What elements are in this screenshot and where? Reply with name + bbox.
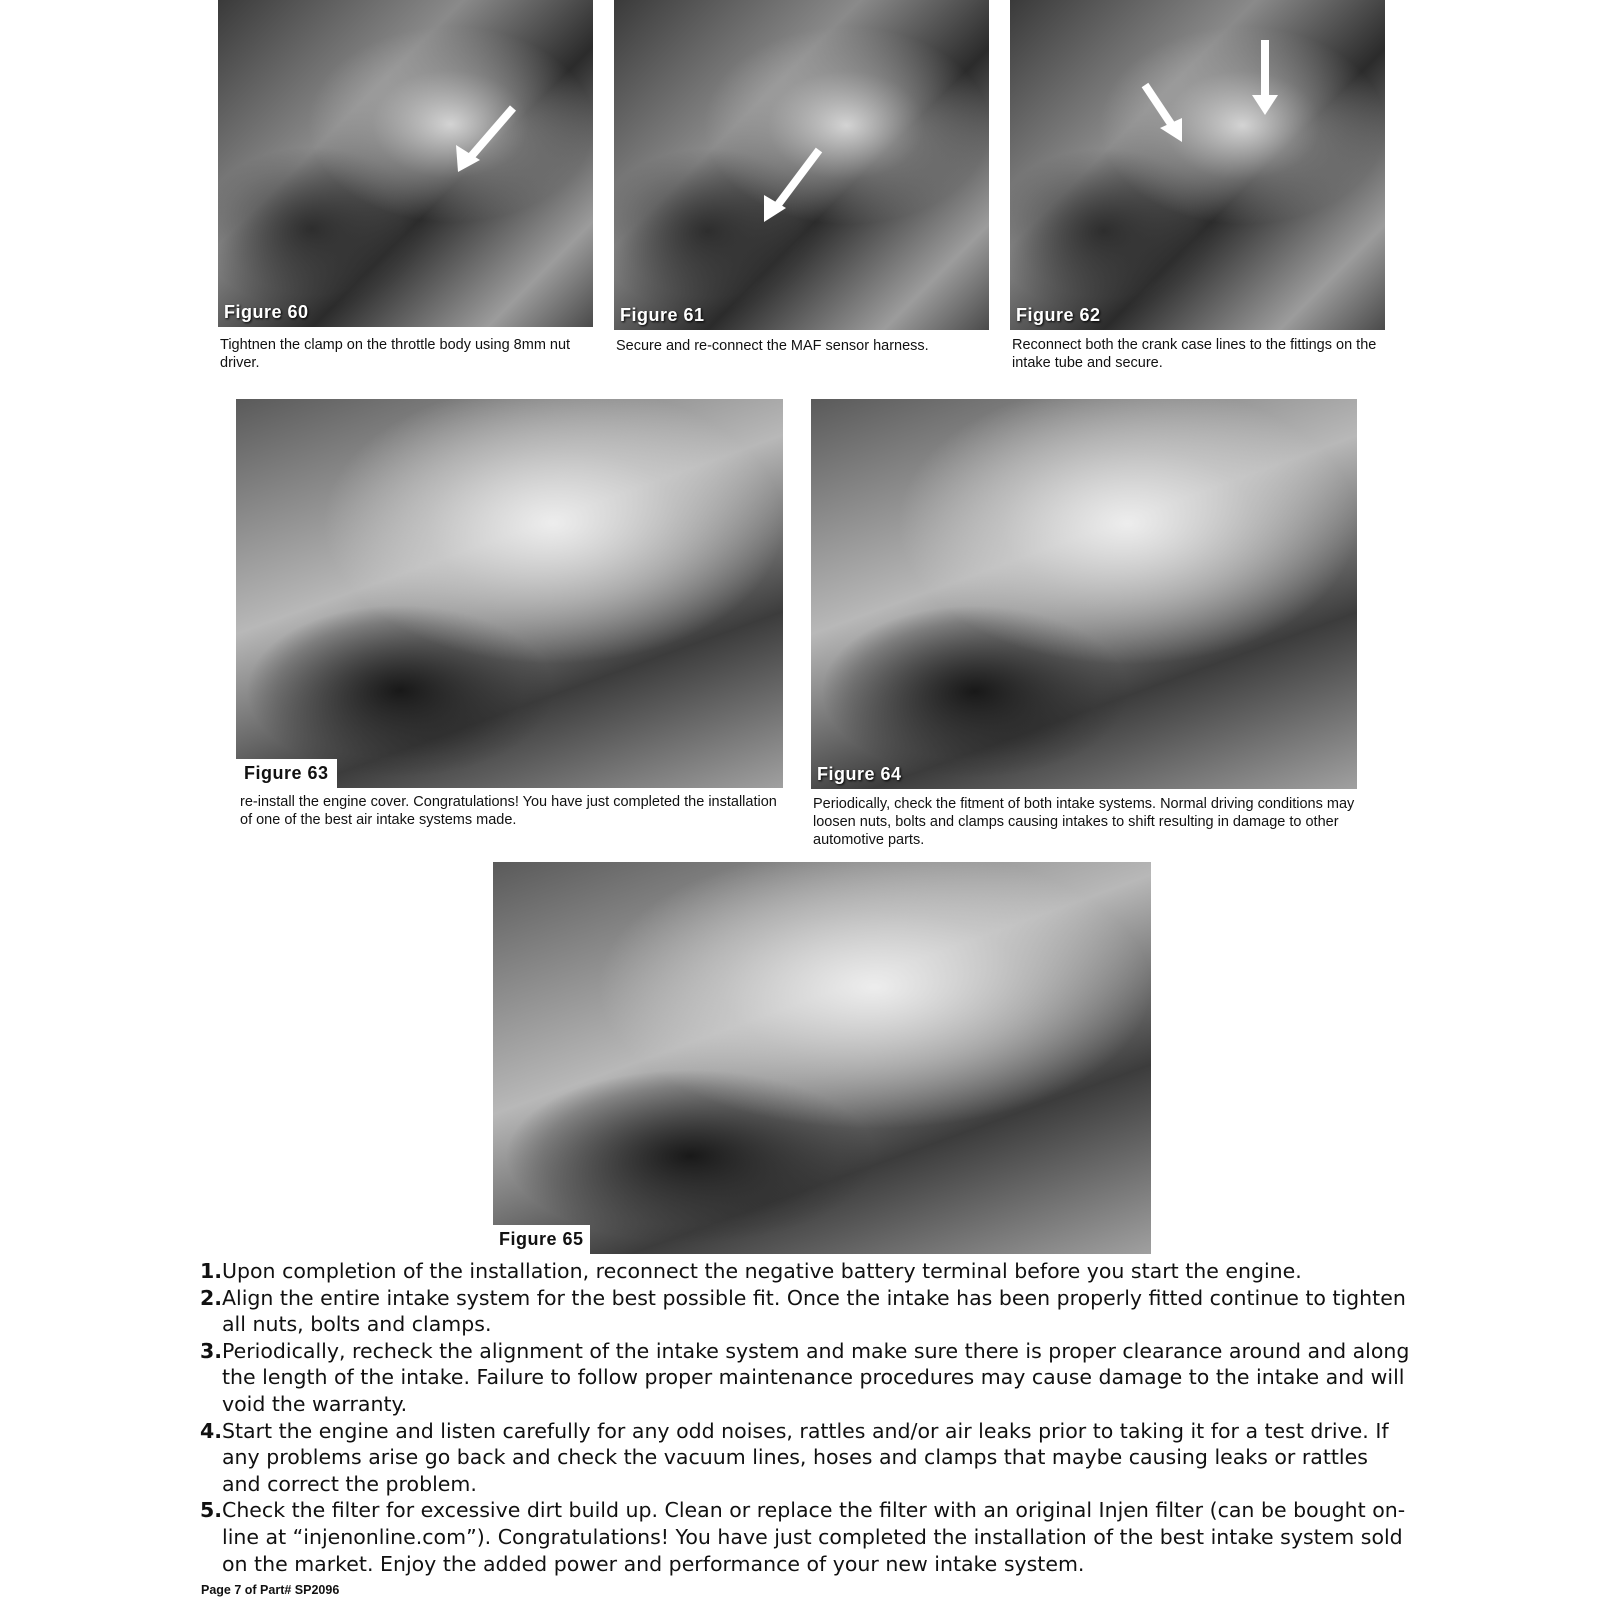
figure-label: Figure 61 [620,305,705,325]
instruction-item [200,1285,1410,1338]
arrow-icon [1010,0,1385,330]
figure-label: Figure 63 [236,759,337,788]
figure-64-photo [811,399,1357,789]
instruction-text: Start the engine and listen carefully for any odd noises, rattles and/or air leaks prior to taking it for a test drive. If any problems arise go back and check the vacuum lines, hoses and clamps that maybe causing leaks or rattles and correct the problem. [222,1418,1389,1496]
instruction-item [200,1497,1410,1577]
figure-63-photo [236,399,783,788]
instruction-number: 4. [200,1418,223,1443]
instruction-number: 5. [200,1498,223,1523]
figure-65-photo [493,862,1151,1254]
figure-caption: Tightnen the clamp on the throttle body using 8mm nut driver. [220,337,571,371]
page-footer: Page 7 of Part# SP2096 [201,1583,340,1597]
instruction-text: Periodically, recheck the alignment of the intake system and make sure there is proper clearance around and along the length of the intake. Failure to follow proper maintenance procedures may cause damage to the intake and will void the warranty. [222,1338,1410,1416]
instruction-list [200,1258,1410,1577]
instruction-text: Upon completion of the installation, reconnect the negative battery terminal before you start the engine. [222,1259,1302,1283]
instruction-text: Check the filter for excessive dirt build up. Clean or replace the filter with an original Injen filter (can be bought on-line at “injenonline.com”). Congratulations! You have just completed the installation of the best intake system sold on the market. Enjoy the added power and performance of your new intake system. [222,1498,1406,1576]
instruction-item [200,1418,1410,1498]
arrow-icon [614,0,989,330]
figure-label: Figure 60 [224,302,309,322]
instruction-number: 3. [200,1338,223,1363]
figure-label: Figure 64 [817,764,902,784]
figure-label: Figure 65 [493,1225,590,1254]
figure-62-photo [1010,0,1385,330]
instruction-text: Align the entire intake system for the best possible fit. Once the intake has been properly fitted continue to tighten all nuts, bolts and clamps. [222,1285,1406,1337]
arrow-icon [218,0,593,327]
figure-60-photo [218,0,593,327]
figure-caption: re-install the engine cover. Congratulations! You have just completed the installation of one of the best air intake systems made. [240,794,777,828]
instruction-number: 2. [200,1285,223,1310]
figure-61-photo [614,0,989,330]
figure-caption: Reconnect both the crank case lines to the fittings on the intake tube and secure. [1012,337,1377,371]
figure-label: Figure 62 [1016,305,1101,325]
figure-caption: Secure and re-connect the MAF sensor harness. [616,338,929,354]
instruction-number: 1. [200,1259,223,1283]
figure-caption: Periodically, check the fitment of both intake systems. Normal driving conditions may loosen nuts, bolts and clamps causing intakes to shift resulting in damage to other automotive parts. [813,796,1355,848]
instruction-item [200,1258,1410,1285]
instruction-item [200,1338,1410,1418]
